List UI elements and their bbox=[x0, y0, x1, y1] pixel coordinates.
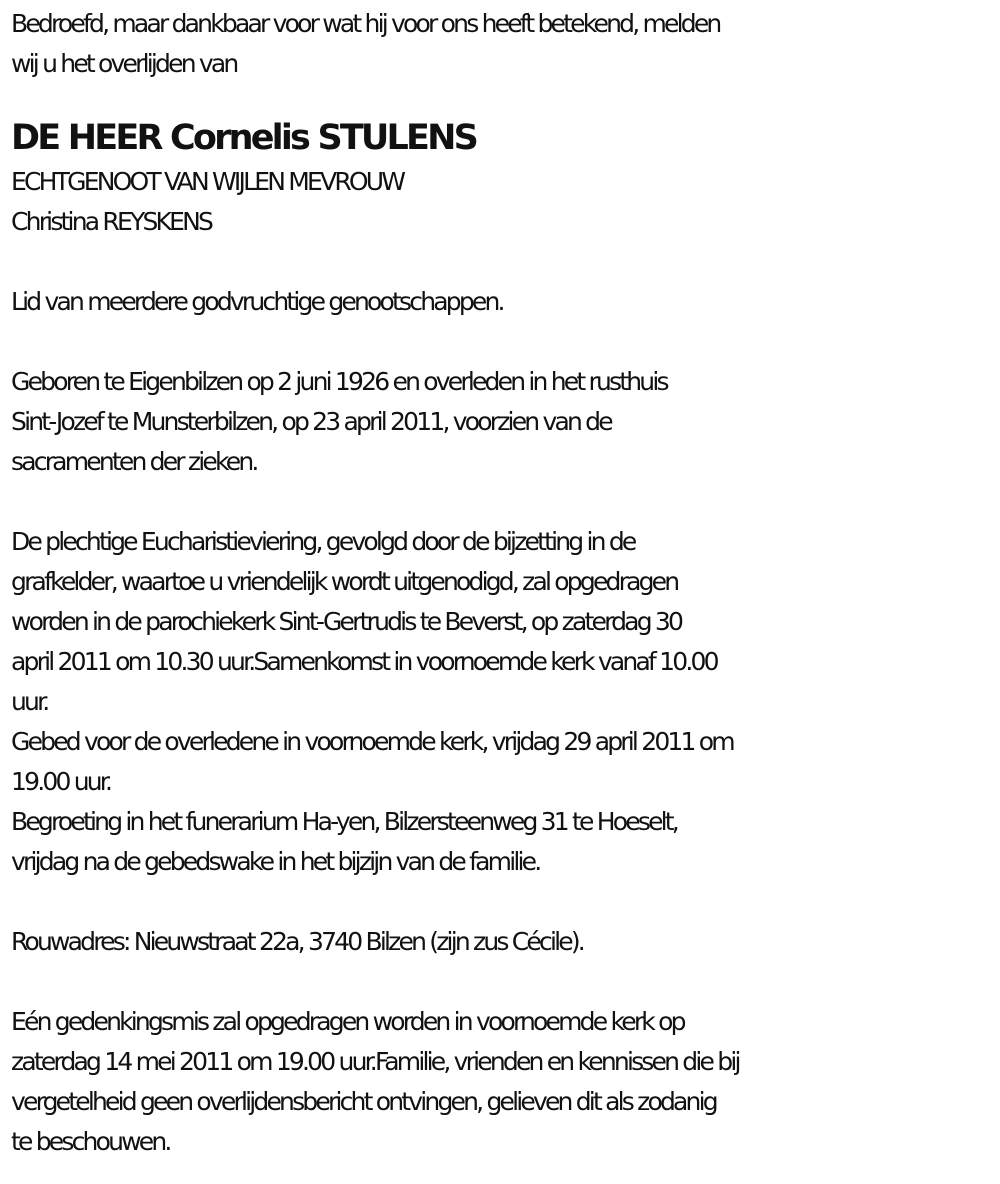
ceremony-line: worden in de parochiekerk Sint-Gertrudis te Beverst, op zaterdag 30 bbox=[11, 607, 682, 636]
ceremony-line: uur. bbox=[11, 687, 48, 716]
ceremony-line: 19.00 uur. bbox=[11, 767, 111, 796]
memorial-line: zaterdag 14 mei 2011 om 19.00 uur.Familie, vrienden en kennissen die bij bbox=[11, 1047, 739, 1076]
deceased-name: DE HEER Cornelis STULENS bbox=[11, 118, 477, 158]
spouse-name: Christina REYSKENS bbox=[11, 207, 212, 236]
death-notice bbox=[11, 4, 991, 1162]
spacer bbox=[11, 962, 991, 1002]
spacer bbox=[11, 242, 991, 282]
intro-line: Bedroefd, maar dankbaar voor wat hij voor ons heeft betekend, melden bbox=[11, 9, 720, 38]
memorial-line: te beschouwen. bbox=[11, 1127, 170, 1156]
membership-text: Lid van meerdere godvruchtige genootschappen. bbox=[11, 287, 503, 316]
spacer bbox=[11, 322, 991, 362]
ceremony-line: De plechtige Eucharistieviering, gevolgd door de bijzetting in de bbox=[11, 527, 635, 556]
birth-death-line: sacramenten der zieken. bbox=[11, 447, 257, 476]
memorial-line: vergetelheid geen overlijdensbericht ontvingen, gelieven dit als zodanig bbox=[11, 1087, 716, 1116]
ceremony-line: vrijdag na de gebedswake in het bijzijn van de familie. bbox=[11, 847, 540, 876]
spacer bbox=[11, 482, 991, 522]
mourning-address: Rouwadres: Nieuwstraat 22a, 3740 Bilzen (zijn zus Cécile). bbox=[11, 927, 583, 956]
spouse-line: ECHTGENOOT VAN WIJLEN MEVROUW bbox=[11, 167, 404, 196]
spacer bbox=[11, 882, 991, 922]
intro-line: wij u het overlijden van bbox=[11, 49, 237, 78]
ceremony-line: april 2011 om 10.30 uur.Samenkomst in voornoemde kerk vanaf 10.00 bbox=[11, 647, 717, 676]
birth-death-line: Geboren te Eigenbilzen op 2 juni 1926 en overleden in het rusthuis bbox=[11, 367, 667, 396]
birth-death-line: Sint-Jozef te Munsterbilzen, op 23 april 2011, voorzien van de bbox=[11, 407, 611, 436]
ceremony-line: Begroeting in het funerarium Ha-yen, Bilzersteenweg 31 te Hoeselt, bbox=[11, 807, 677, 836]
memorial-line: Eén gedenkingsmis zal opgedragen worden in voornoemde kerk op bbox=[11, 1007, 684, 1036]
ceremony-line: Gebed voor de overledene in voornoemde kerk, vrijdag 29 april 2011 om bbox=[11, 727, 733, 756]
ceremony-line: grafkelder, waartoe u vriendelijk wordt uitgenodigd, zal opgedragen bbox=[11, 567, 678, 596]
